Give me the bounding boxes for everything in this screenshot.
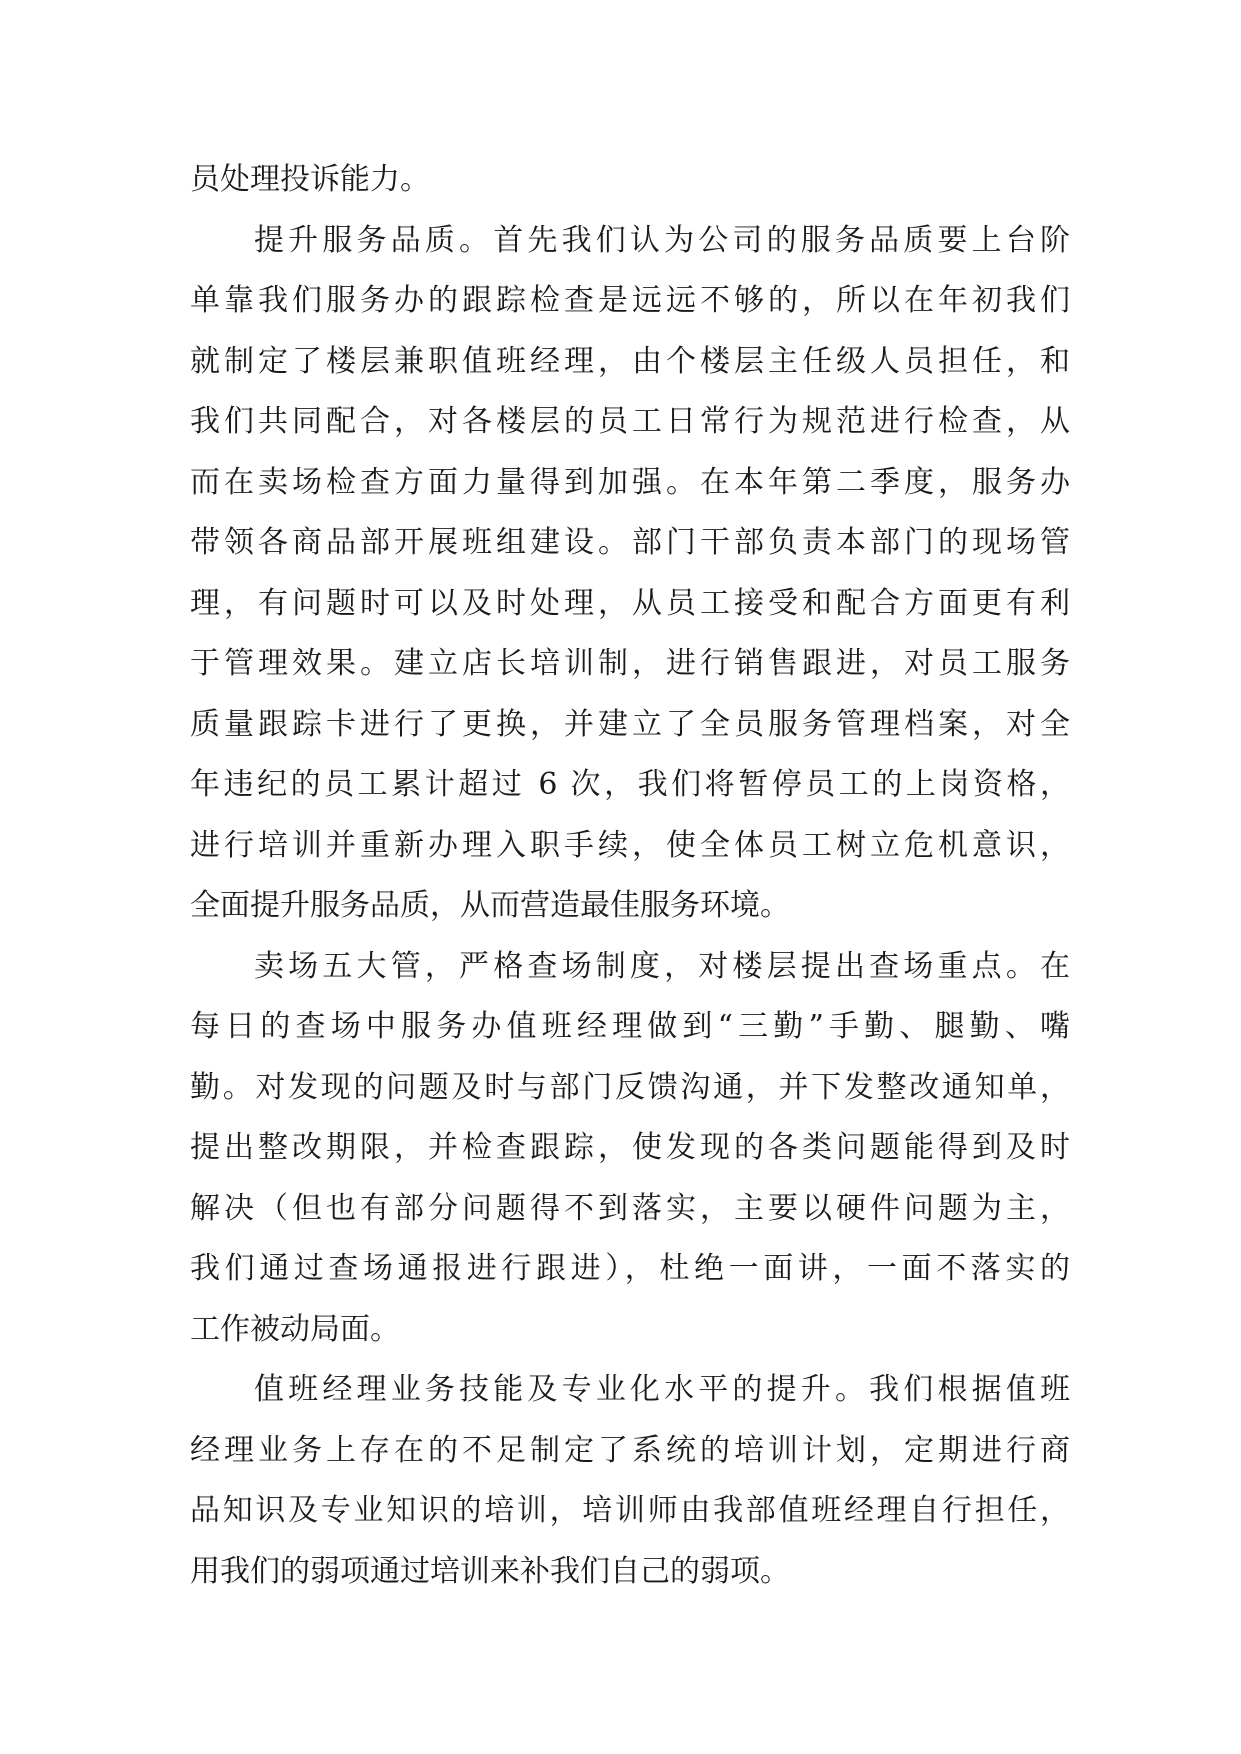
paragraph-line: 每日的查场中服务办值班经理做到“三勤”手勤、腿勤、嘴 (190, 1009, 1070, 1044)
paragraph-line: 经理业务上存在的不足制定了系统的培训计划，定期进行商 (190, 1432, 1070, 1468)
paragraph-line: 质量跟踪卡进行了更换，并建立了全员服务管理档案，对全 (190, 706, 1070, 742)
paragraph-line: 理，有问题时可以及时处理，从员工接受和配合方面更有利 (190, 585, 1070, 621)
paragraph-line: 我们共同配合，对各楼层的员工日常行为规范进行检查，从 (190, 404, 1070, 439)
paragraph-line: 品知识及专业知识的培训，培训师由我部值班经理自行担任， (190, 1493, 1070, 1528)
paragraph-line: 全面提升服务品质，从而营造最佳服务环境。 (190, 888, 790, 923)
paragraph-line: 而在卖场检查方面力量得到加强。在本年第二季度，服务办 (190, 464, 1070, 500)
paragraph-line: 用我们的弱项通过培训来补我们自己的弱项。 (190, 1553, 790, 1589)
paragraph-line: 员处理投诉能力。 (190, 162, 430, 197)
paragraph-line: 就制定了楼层兼职值班经理，由个楼层主任级人员担任，和 (190, 343, 1070, 379)
paragraph-line: 进行培训并重新办理入职手续，使全体员工树立危机意识， (190, 827, 1070, 863)
paragraph-line: 于管理效果。建立店长培训制，进行销售跟进，对员工服务 (190, 646, 1070, 681)
paragraph-line: 提出整改期限，并检查跟踪，使发现的各类问题能得到及时 (190, 1130, 1070, 1165)
paragraph-line: 带领各商品部开展班组建设。部门干部负责本部门的现场管 (190, 525, 1070, 560)
paragraph-line: 值班经理业务技能及专业化水平的提升。我们根据值班 (254, 1372, 1070, 1407)
paragraph-line: 单靠我们服务办的跟踪检查是远远不够的，所以在年初我们 (190, 283, 1070, 318)
paragraph-line: 年违纪的员工累计超过 6 次，我们将暂停员工的上岗资格， (190, 767, 1070, 802)
paragraph-line: 卖场五大管，严格查场制度，对楼层提出查场重点。在 (254, 948, 1070, 984)
paragraph-line: 工作被动局面。 (190, 1311, 400, 1347)
paragraph-line: 勤。对发现的问题及时与部门反馈沟通，并下发整改通知单， (190, 1069, 1070, 1105)
body-text (190, 150, 1070, 1602)
paragraph-line: 提升服务品质。首先我们认为公司的服务品质要上台阶 (254, 222, 1070, 258)
paragraph-line: 我们通过查场通报进行跟进），杜绝一面讲，一面不落实的 (190, 1251, 1070, 1286)
paragraph-line: 解决（但也有部分问题得不到落实，主要以硬件问题为主， (190, 1190, 1070, 1226)
